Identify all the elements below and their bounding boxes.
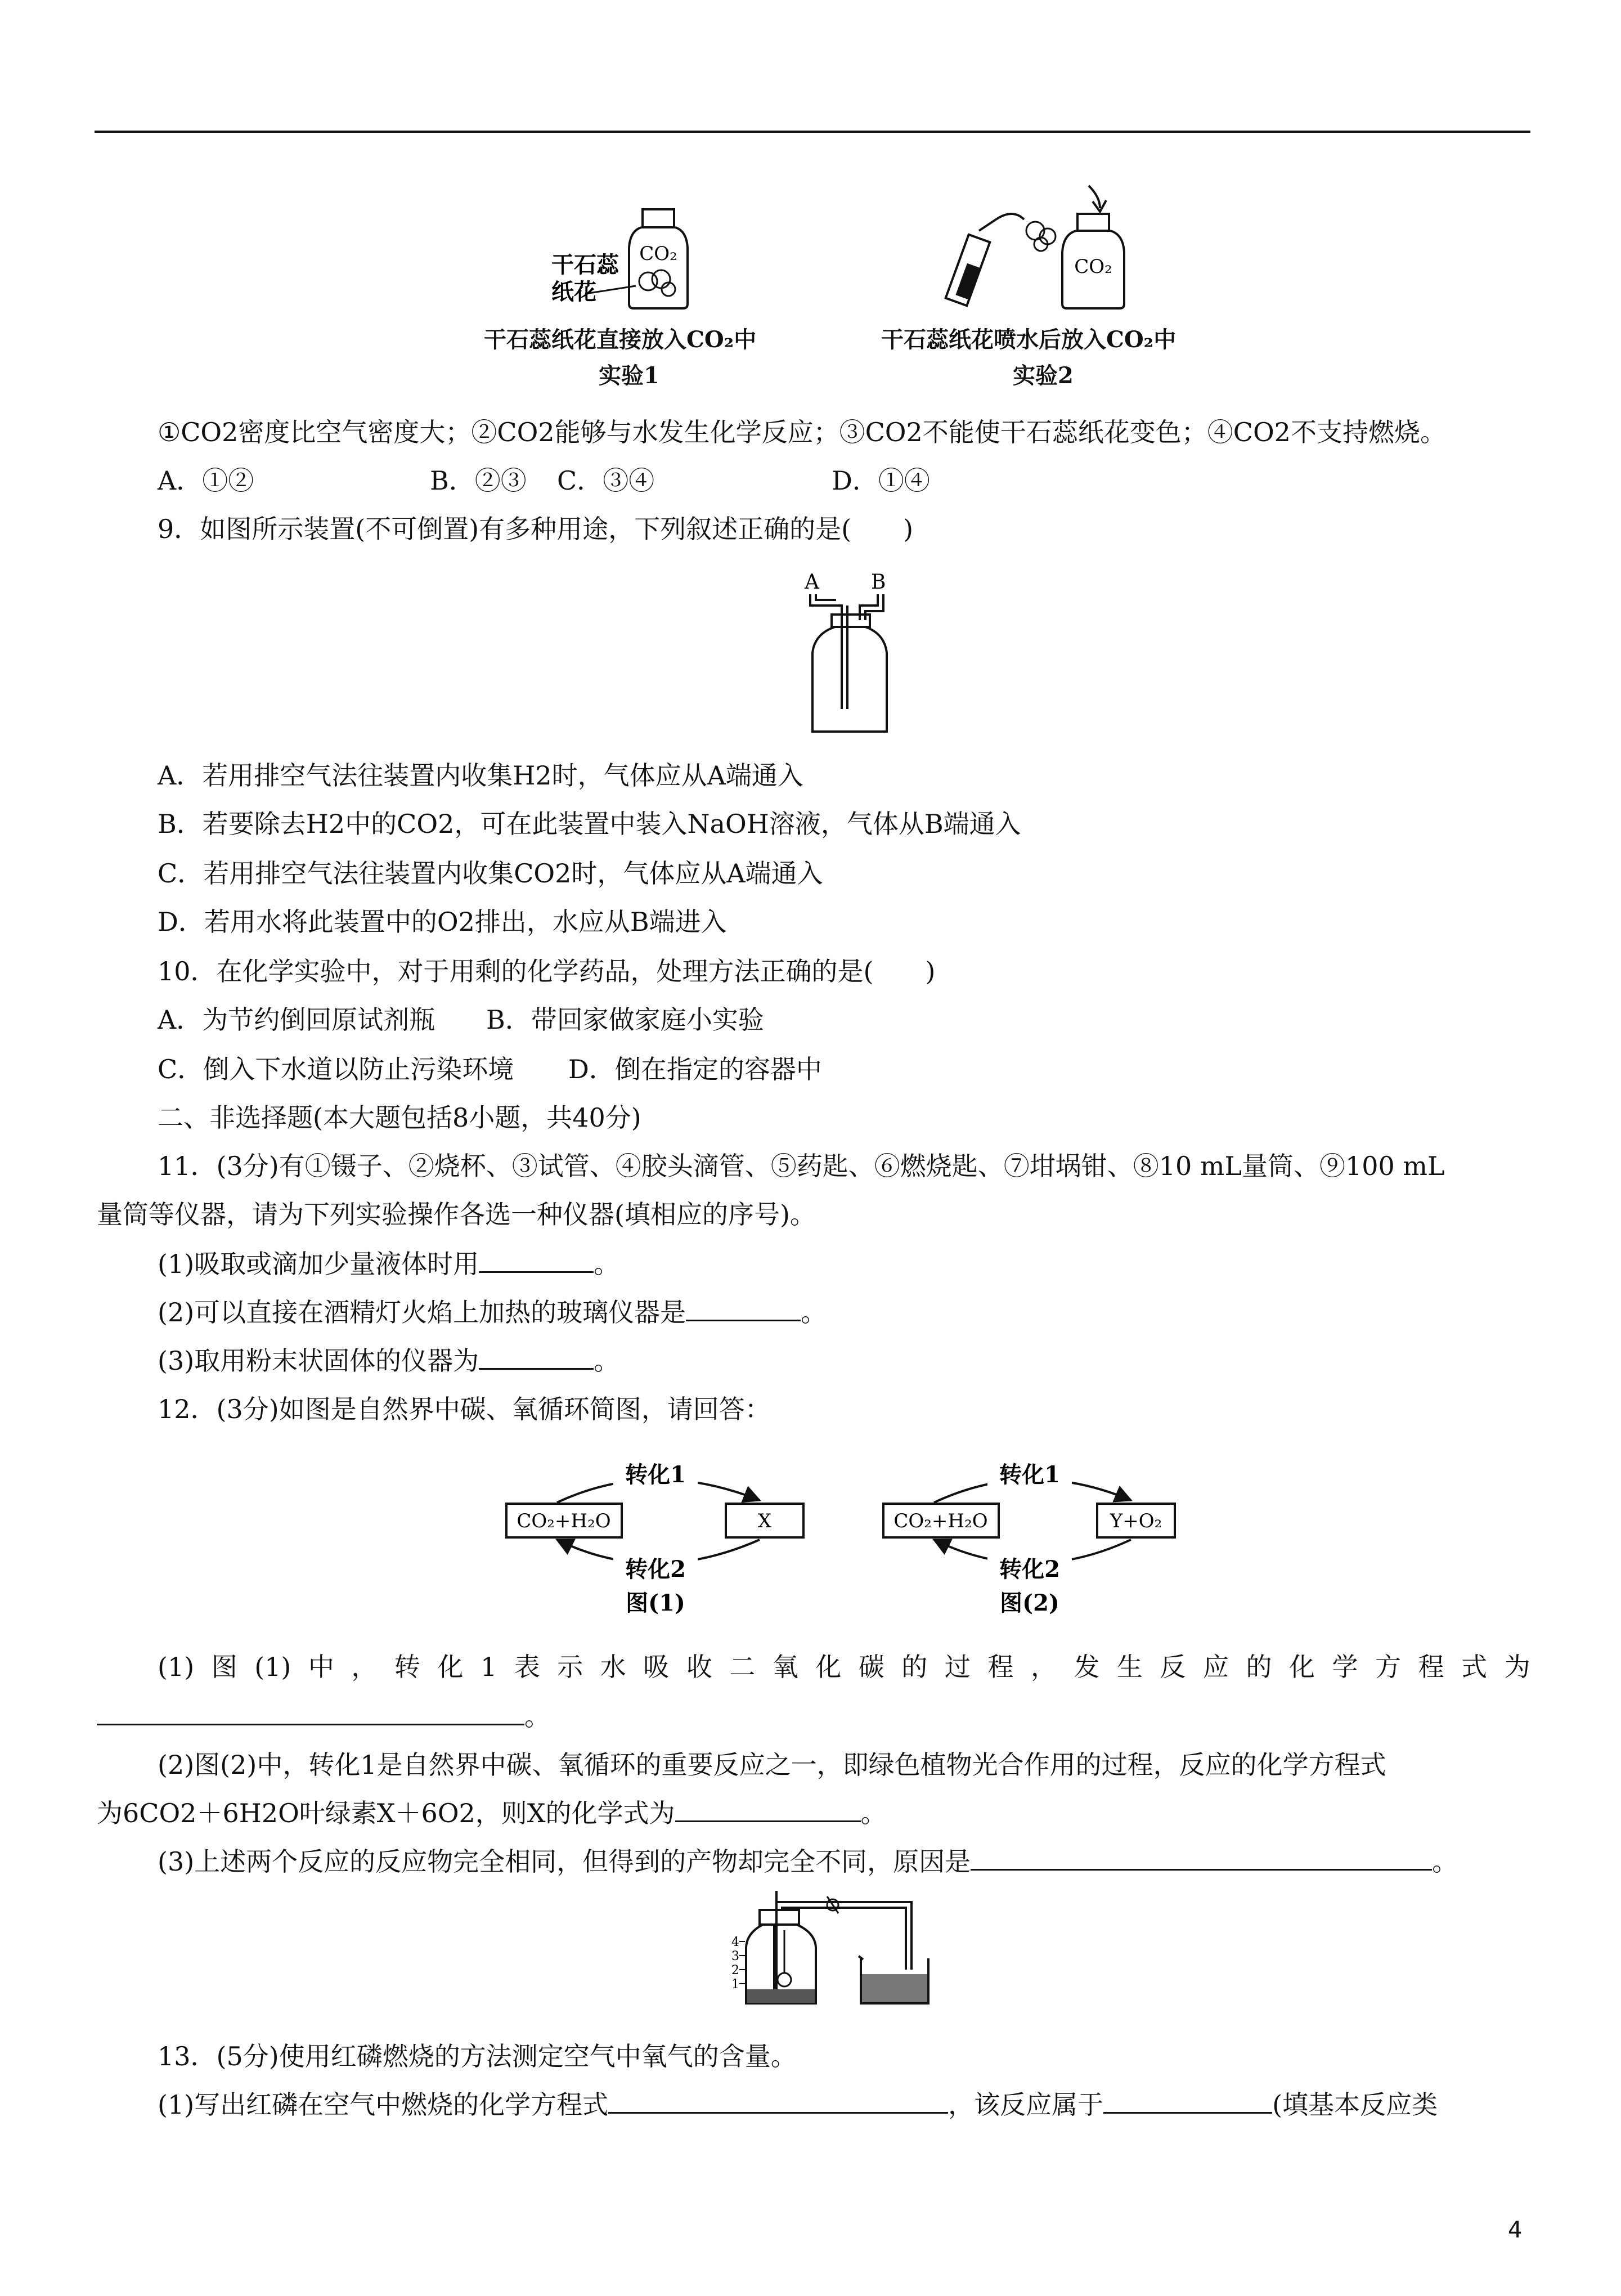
q12-sub1-char: 化 [815,1652,842,1682]
scale-label-1: 1 [731,1977,739,1992]
q11-sub3-text: (3)取用粉末状固体的仪器为 [158,1346,479,1376]
q12-answer-3[interactable] [971,1846,1432,1871]
q13-answer-type[interactable] [1103,2089,1272,2114]
port-b-label: B [871,571,886,594]
q12-sub2-line1: (2)图(2)中，转化1是自然界中碳、氧循环的重要反应之一，即绿色植物光合作用的过程，反应的化学方程式 [158,1750,1386,1780]
q12-sub1-char: 水 [600,1652,626,1682]
q13-sub1-text-a: (1)写出红磷在空气中燃烧的化学方程式 [158,2089,609,2120]
exp1-caption: 干石蕊纸花直接放入CO₂中 [484,326,757,353]
q9-option-c: C．若用排空气法往装置内收集CO2时，气体应从A端通入 [158,858,823,889]
arrow-down-icon [1089,186,1106,212]
q12-sub1-char: 1 [480,1652,497,1682]
header-rule [95,131,1530,133]
q12-sub1-char: 转 [394,1652,420,1682]
clamp-icon [827,1896,838,1913]
q12-sub1-char: 方 [1375,1652,1402,1682]
q12-sub1-char: 化 [437,1652,464,1682]
q12-sub3 [158,1846,1458,1877]
q12-sub3-end: 。 [1432,1846,1458,1877]
q11-sub1-text: (1)吸取或滴加少量液体时用 [158,1249,479,1279]
q11-sub1-end: 。 [594,1249,620,1279]
q13-stem: 13．(5分)使用红磷燃烧的方法测定空气中氧气的含量。 [158,2041,797,2071]
q11-sub1 [158,1248,619,1280]
q10-stem: 10．在化学实验中，对于用剩的化学药品，处理方法正确的是( ) [158,956,936,986]
bottle-1-gas-label: CO₂ [639,243,677,265]
q12-sub1-char: 反 [1160,1652,1186,1682]
q12-sub1-char: 式 [1461,1652,1488,1682]
q11-sub2 [158,1297,827,1328]
q10-option-a: A．为节约倒回原试剂瓶 [158,1004,435,1035]
exp2-name: 实验2 [1013,362,1074,389]
d2-caption: 图(2) [1000,1590,1059,1616]
q13-answer-equation[interactable] [608,2089,948,2114]
d2-left-label: CO₂+H₂O [893,1510,988,1532]
q13-sub1 [158,2089,1438,2120]
q12-sub1-char: 学 [1332,1652,1358,1682]
q12-sub1-char: 中 [308,1652,334,1682]
q12-sub1-char: 表 [514,1652,540,1682]
d2-right-label: Y+O₂ [1110,1510,1162,1532]
bottle-2-gas-label: CO₂ [1074,255,1112,278]
q12-sub1-end: 。 [524,1701,550,1732]
q9-stem: 9．如图所示装置(不可倒置)有多种用途，下列叙述正确的是( ) [158,514,914,544]
q11-sub2-end: 。 [801,1297,827,1328]
q12-sub1-char: 程 [987,1652,1014,1682]
q12-sub1-char: 生 [1116,1652,1143,1682]
q8-statements: ①CO2密度比空气密度大；②CO2能够与水发生化学反应；③CO2不能使干石蕊纸花变色；④CO2不支持燃烧。 [158,417,1446,447]
q11-sub3 [158,1345,619,1376]
flower-label-1: 干石蕊 [551,252,619,278]
q12-sub1-char: 发 [1074,1652,1100,1682]
q9-option-d: D．若用水将此装置中的O2排出，水应从B端进入 [158,907,727,937]
carbon-oxygen-cycle-diagrams [495,1452,1198,1621]
q8-option-b: B．②③ [430,465,527,496]
q12-sub1-char: 应 [1203,1652,1229,1682]
q13-sub1-text-c: (填基本反应类 [1272,2089,1438,2120]
exp2-caption: 干石蕊纸花喷水后放入CO₂中 [881,326,1177,353]
q12-answer-2[interactable] [675,1798,861,1822]
scale-label-3: 3 [731,1949,739,1963]
q12-sub1-char: 碳 [858,1652,884,1682]
q12-sub2-line2 [97,1797,887,1829]
q12-sub1-char: 图 [211,1652,237,1682]
q12-sub3-text: (3)上述两个反应的反应物完全相同，但得到的产物却完全不同，原因是 [158,1846,971,1877]
exp1-name: 实验1 [599,362,659,389]
q13-sub1-text-b: ，该反应属于 [948,2089,1104,2120]
q11-stem-line1: 11．(3分)有①镊子、②烧杯、③试管、④胶头滴管、⑤药匙、⑥燃烧匙、⑦坩埚钳、⑧10 mL量筒、⑨100 mL [158,1151,1445,1181]
d1-left-label: CO₂+H₂O [517,1510,611,1532]
red-phosphorus-apparatus [731,1885,945,2015]
q10-option-c: C．倒入下水道以防止污染环境 [158,1054,514,1084]
page-number: 4 [1508,2217,1523,2243]
scale-label-4: 4 [731,1935,739,1949]
q11-sub3-end: 。 [594,1346,620,1376]
q12-sub1-char: ， [351,1652,378,1682]
q12-sub1-char: ， [1030,1652,1057,1682]
q12-sub2-text: 为6CO2＋6H2O叶绿素X＋6O2，则X的化学式为 [97,1798,675,1828]
gas-washing-bottle-figure [788,568,911,737]
q12-sub1-answer-line [97,1701,550,1732]
q12-sub2-end: 。 [860,1798,887,1828]
q12-sub1-char: 程 [1418,1652,1444,1682]
co2-experiment-figure [551,169,1227,338]
scale-label-2: 2 [731,1963,739,1977]
q12-stem: 12．(3分)如图是自然界中碳、氧循环简图，请回答： [158,1394,771,1424]
d1-top-label: 转化1 [625,1461,686,1488]
d1-right-label: X [757,1510,772,1532]
q12-sub1-char: 吸 [643,1652,670,1682]
beaker-water [862,1974,927,2002]
q11-answer-1[interactable] [479,1249,594,1273]
q12-answer-1[interactable] [97,1701,524,1725]
q10-option-d: D．倒在指定的容器中 [568,1054,822,1084]
q12-sub1 [158,1651,1530,1683]
q10-option-b: B．带回家做家庭小实验 [486,1004,764,1035]
q12-sub1-char: 为 [1504,1652,1530,1682]
phosphorus-spoon-icon [778,1973,791,1986]
q12-sub1-char: 的 [1246,1652,1272,1682]
q11-sub2-text: (2)可以直接在酒精灯火焰上加热的玻璃仪器是 [158,1297,686,1328]
section-2-heading: 二、非选择题(本大题包括8小题，共40分) [158,1102,641,1133]
q9-option-b: B．若要除去H2中的CO2，可在此装置中装入NaOH溶液，气体从B端通入 [158,809,1021,839]
q12-sub1-char: 化 [1289,1652,1315,1682]
scale-marks [739,1941,745,1984]
q8-option-c: C．③④ [557,465,655,496]
q12-sub1-char: 二 [729,1652,756,1682]
q9-option-a: A．若用排空气法往装置内收集H2时，气体应从A端通入 [158,760,803,791]
q11-answer-3[interactable] [479,1346,594,1370]
q8-option-d: D．①④ [832,465,930,496]
port-a-label: A [805,571,819,594]
q11-answer-2[interactable] [686,1297,801,1321]
q12-sub1-char: (1) [158,1652,195,1682]
d2-top-label: 转化1 [999,1461,1060,1488]
d2-bottom-label: 转化2 [999,1556,1060,1582]
litmus-flower-2-icon [1026,222,1056,251]
q12-sub1-char: 收 [686,1652,712,1682]
d1-bottom-label: 转化2 [625,1556,686,1582]
flower-label-2: 纸花 [551,279,596,305]
q12-sub1-char: (1) [254,1652,291,1682]
q12-sub1-char: 的 [901,1652,928,1682]
q12-sub1-char: 过 [944,1652,971,1682]
d1-caption: 图(1) [626,1590,685,1616]
q8-option-a: A．①② [158,465,254,496]
q12-sub1-char: 氧 [772,1652,798,1682]
bottle-water-level [747,1989,815,2003]
q12-sub1-char: 示 [557,1652,583,1682]
q11-stem-line2: 量筒等仪器，请为下列实验操作各选一种仪器(填相应的序号)。 [97,1199,816,1230]
